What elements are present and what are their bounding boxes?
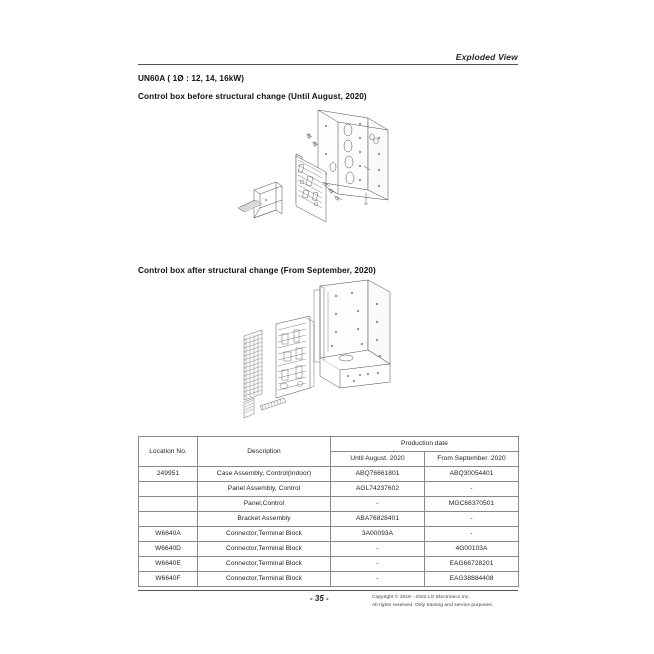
part-description-cell: Panel,Control [198, 497, 331, 512]
column-header-until: Until August. 2020 [331, 452, 425, 467]
part-location-cell: 249951 [139, 467, 198, 482]
part-number-from-cell: MGC66370501 [425, 497, 519, 512]
part-location-cell: W6640A [139, 527, 198, 542]
table-row [139, 497, 519, 512]
part-number-from-cell: EAG66728201 [425, 557, 519, 572]
copyright-notice [372, 594, 493, 609]
running-head: Exploded View [455, 52, 518, 62]
part-description-cell: Bracket Assembly [198, 512, 331, 527]
part-description-cell: Panel Assembly, Control [198, 482, 331, 497]
column-header-production-date: Production date [331, 437, 519, 452]
part-number-until-cell: - [331, 557, 425, 572]
section-title-before: Control box before structural change (Until August, 2020) [138, 92, 367, 101]
part-location-cell [139, 482, 198, 497]
table-row [139, 572, 519, 587]
section-title-after: Control box after structural change (From September, 2020) [138, 266, 376, 275]
table-row [139, 527, 519, 542]
part-number-from-cell: ABQ30054401 [425, 467, 519, 482]
copyright-line-1: Copyright © 2018 - 2022 LG Electronics Inc. [372, 595, 470, 600]
table-row [139, 542, 519, 557]
part-number-from-cell: EAG38884408 [425, 572, 519, 587]
model-title: UN60A ( 1Ø : 12, 14, 16kW) [138, 74, 245, 83]
parts-table [138, 436, 519, 587]
column-header-from: From September. 2020 [425, 452, 519, 467]
part-number-from-cell: - [425, 482, 519, 497]
part-number-until-cell: - [331, 572, 425, 587]
exploded-view-control-box-before-figure [236, 104, 416, 234]
footer-divider [138, 590, 518, 591]
table-row [139, 482, 519, 497]
page-number: - 35 - [310, 594, 329, 603]
header-divider [138, 64, 518, 65]
part-description-cell: Connector,Terminal Block [198, 572, 331, 587]
part-number-until-cell: 3A00093A [331, 527, 425, 542]
column-header-location: Location No. [139, 437, 198, 467]
part-description-cell: Connector,Terminal Block [198, 527, 331, 542]
table-row [139, 467, 519, 482]
part-number-until-cell: - [331, 542, 425, 557]
exploded-view-control-box-after-figure [228, 278, 418, 423]
copyright-line-2: All rights reserved. Only training and service purposes. [372, 602, 494, 608]
part-description-cell: Connector,Terminal Block [198, 557, 331, 572]
part-description-cell: Case Assembly, Control(Indoor) [198, 467, 331, 482]
table-header-row-1 [139, 437, 519, 452]
part-location-cell [139, 512, 198, 527]
parts-table-body [139, 467, 519, 587]
page-header [138, 52, 518, 65]
part-number-from-cell: - [425, 512, 519, 527]
table-row [139, 512, 519, 527]
part-location-cell: W6640F [139, 572, 198, 587]
part-number-until-cell: - [331, 497, 425, 512]
part-location-cell: W6640E [139, 557, 198, 572]
column-header-description: Description [198, 437, 331, 467]
part-number-from-cell: - [425, 527, 519, 542]
part-number-until-cell: ABQ76661801 [331, 467, 425, 482]
part-location-cell: W6640D [139, 542, 198, 557]
table-row [139, 557, 519, 572]
part-number-until-cell: AGL74237602 [331, 482, 425, 497]
part-number-until-cell: ABA76828401 [331, 512, 425, 527]
part-description-cell: Connector,Terminal Block [198, 542, 331, 557]
part-location-cell [139, 497, 198, 512]
part-number-from-cell: 4G00103A [425, 542, 519, 557]
